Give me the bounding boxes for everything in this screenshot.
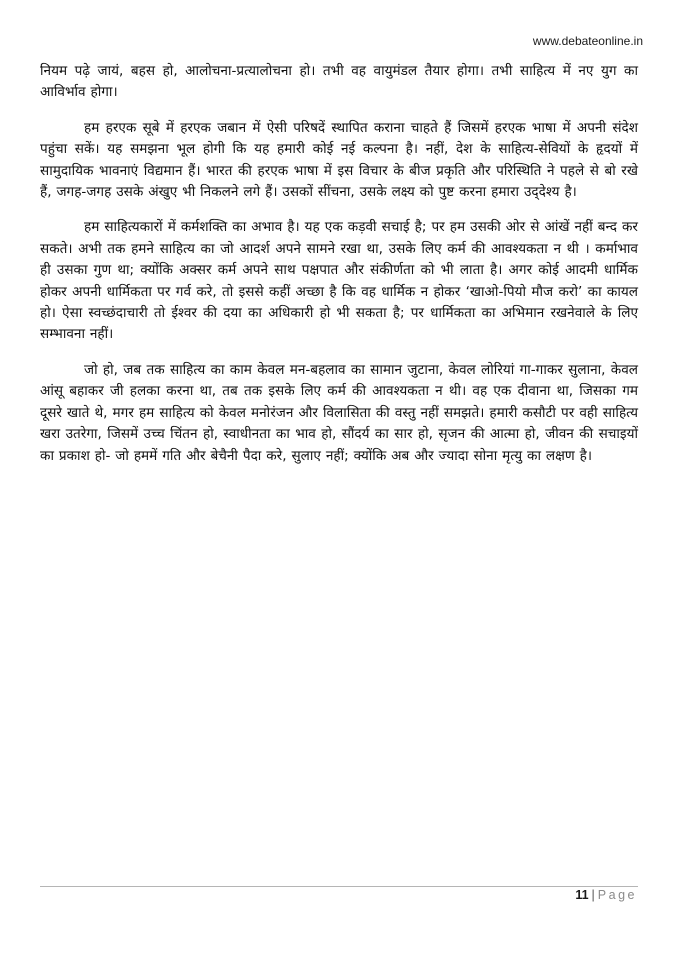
page-footer (575, 888, 637, 902)
document-body (40, 61, 638, 481)
paragraph-1: नियम पढ़े जायं, बहस हो, आलोचना-प्रत्यालोचना हो। तभी वह वायुमंडल तैयार होगा। तभी साहित्य में नए युग का आविर्भाव होगा। (40, 63, 638, 101)
footer-separator: | (591, 888, 595, 902)
footer-divider (40, 886, 638, 887)
page-label: Page (597, 888, 637, 902)
page-number: 11 (575, 888, 589, 902)
site-url: www.debateonline.in (532, 34, 643, 48)
paragraph-2: हम हरएक सूबे में हरएक जबान में ऐसी परिषदें स्थापित कराना चाहते हैं जिसमें हरएक भाषा में अपनी संदेश पहुंचा सकें। यह समझना भूल होगी कि यह हमारी कोई नई कल्पना है। नहीं, देश के साहित्य-सेवियों के हृदयों में सामुदायिक भावनाएं विद्यमान हैं। भारत की हरएक भाषा में इस विचार के बीज प्रकृति और परिस्थिति ने पहले से बो रखे हैं, जगह-जगह उसके अंखुए भी निकलने लगे हैं। उसकों सींचना, उसके लक्ष्य को पुष्ट करना हमारा उद्‌देश्य है। (40, 119, 638, 201)
paragraph-3: हम साहित्यकारों में कर्मशक्ति का अभाव है। यह एक कड़वी सचाई है; पर हम उसकी ओर से आंखें नहीं बन्द कर सकते। अभी तक हमने साहित्य का जो आदर्श अपने सामने रखा था, उसके लिए कर्म की आवश्यकता न थी । कर्माभाव ही उसका गुण था; क्योंकि अक्सर कर्म अपने साथ पक्षपात और संकीर्णता को भी लाता है। अगर कोई आदमी धार्मिक होकर अपनी धार्मिकता पर गर्व करे, तो इससे कहीं अच्छा है कि वह धार्मिक न होकर ‘खाओ-पियो मौज करो’ का कायल हो। ऐसा स्वच्छंदाचारी तो ईश्वर की दया का अधिकारी हो भी सकता है; पर धार्मिकता का अभिमान रखनेवाले के लिए सम्भावना नहीं। (40, 219, 638, 343)
paragraph-4: जो हो, जब तक साहित्य का काम केवल मन-बहलाव का सामान जुटाना, केवल लोरियां गा-गाकर सुलाना, केवल आंसू बहाकर जी हलका करना था, तब तक इसके लिए कर्म की आवश्यकता न थी। वह एक दीवाना था, जिसका गम दूसरे खाते थे, मगर हम साहित्य को केवल मनोरंजन और विलासिता की वस्तु नहीं समझते। हमारी कसौटी पर वही साहित्य खरा उतरेगा, जिसमें उच्च चिंतन हो, स्वाधीनता का भाव हो, सौंदर्य का सार हो, सृजन की आत्मा हो, जीवन की सचाइयों का प्रकाश हो- जो हममें गति और बेचैनी पैदा करे, सुलाए नहीं; क्योंकि अब और ज्यादा सोना मृत्यु का लक्षण है। (40, 361, 638, 464)
